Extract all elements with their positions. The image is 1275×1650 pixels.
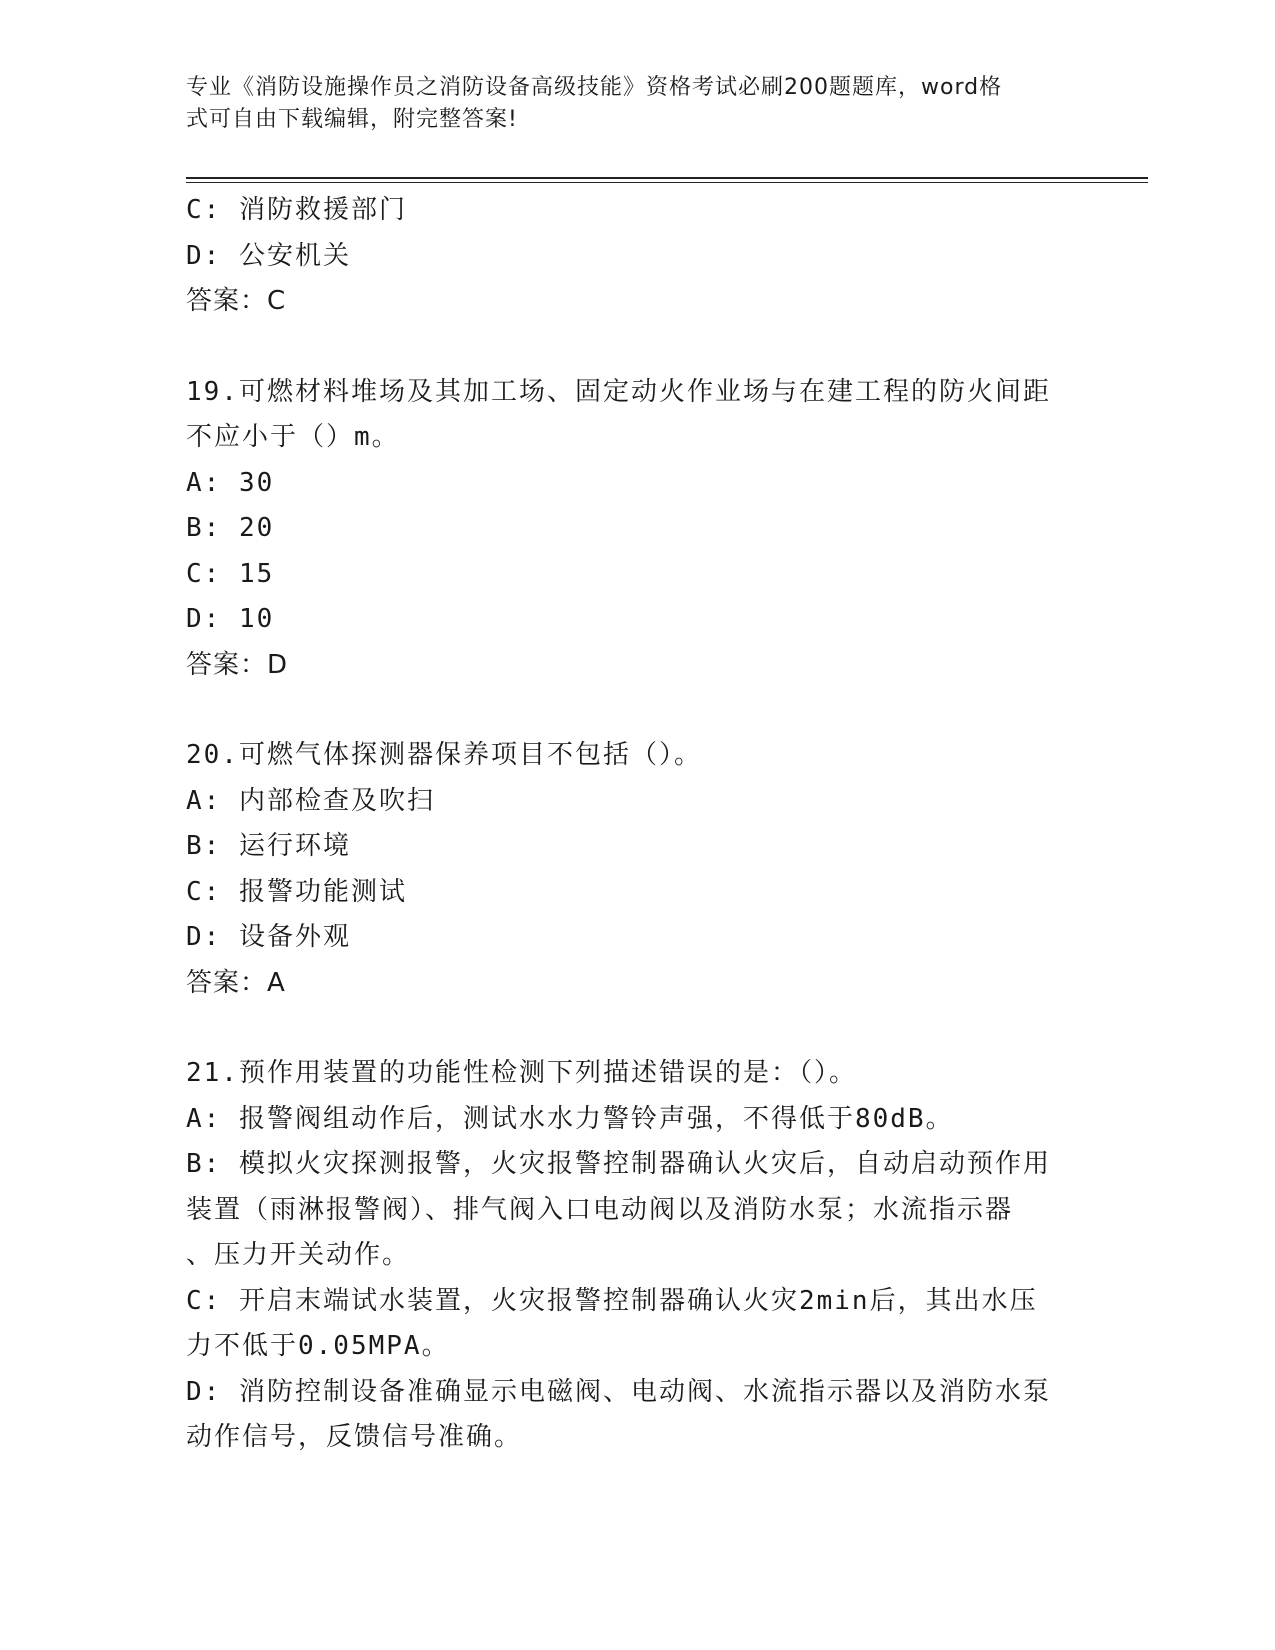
- question-stem-line: 21.预作用装置的功能性检测下列描述错误的是：（）。: [186, 1058, 857, 1088]
- question-stem-line: 不应小于（）m。: [186, 422, 400, 452]
- option-b-line: 装置（雨淋报警阀）、排气阀入口电动阀以及消防水泵；水流指示器: [186, 1194, 1014, 1225]
- option-label: A:: [186, 785, 222, 816]
- option-label: B:: [186, 513, 222, 543]
- question-stem-line: 20.可燃气体探测器保养项目不包括（）。: [186, 740, 702, 770]
- option-b: [186, 824, 1086, 870]
- question-18-tail: [186, 188, 1086, 325]
- header-line-2: 式可自由下载编辑，附完整答案!: [186, 107, 518, 132]
- option-a: [186, 779, 1086, 825]
- option-text: 报警功能测试: [238, 876, 407, 907]
- option-c: [186, 870, 1086, 916]
- option-text: 消防救援部门: [238, 195, 407, 225]
- option-text: 30: [238, 467, 275, 498]
- option-a-line: A: 报警阀组动作后，测试水水力警铃声强，不得低于80dB。: [186, 1103, 954, 1134]
- answer-line: 答案：D: [186, 649, 289, 680]
- option-b-line: B: 模拟火灾探测报警，火灾报警控制器确认火灾后，自动启动预作用: [186, 1149, 1051, 1179]
- option-text: 运行环境: [238, 831, 351, 861]
- option-a: [186, 461, 1086, 507]
- option-label: C:: [186, 195, 222, 225]
- option-c-line: 力不低于0.05MPA。: [186, 1331, 450, 1361]
- answer-line: 答案：C: [186, 286, 287, 316]
- question-19: [186, 370, 1086, 689]
- option-label: C:: [186, 558, 222, 589]
- option-label: B:: [186, 831, 222, 861]
- option-d-line: D: 消防控制设备准确显示电磁阀、电动阀、水流指示器以及消防水泵: [186, 1376, 1051, 1407]
- document-body: [186, 188, 1086, 1461]
- option-text: 10: [238, 604, 275, 634]
- option-text: 设备外观: [238, 922, 351, 952]
- option-label: D:: [186, 604, 222, 634]
- question-21: [186, 1051, 1086, 1461]
- option-text: 15: [238, 558, 275, 589]
- option-label: D:: [186, 922, 222, 952]
- option-c: [186, 188, 1086, 234]
- option-b: [186, 506, 1086, 552]
- answer-line: 答案：A: [186, 967, 286, 998]
- option-d: [186, 597, 1086, 643]
- option-text: 20: [238, 513, 275, 543]
- header-line-1: 专业《消防设施操作员之消防设备高级技能》资格考试必刷200题题库，word格: [186, 75, 1003, 100]
- option-text: 内部检查及吹扫: [238, 785, 435, 816]
- option-text: 公安机关: [238, 240, 351, 271]
- option-label: D:: [186, 240, 222, 271]
- option-d: [186, 234, 1086, 280]
- option-b-line: 、压力开关动作。: [186, 1240, 411, 1270]
- option-label: A:: [186, 467, 222, 498]
- question-20: [186, 733, 1086, 1006]
- option-label: C:: [186, 876, 222, 907]
- spacer: [186, 1006, 1086, 1051]
- spacer: [186, 688, 1086, 733]
- option-c: [186, 552, 1086, 598]
- header-divider-thick: [186, 177, 1148, 179]
- option-d-line: 动作信号，反馈信号准确。: [186, 1422, 523, 1452]
- document-header: [186, 72, 1066, 136]
- question-stem-line: 19.可燃材料堆场及其加工场、固定动火作业场与在建工程的防火间距: [186, 376, 1051, 407]
- option-d: [186, 915, 1086, 961]
- option-c-line: C: 开启末端试水装置，火灾报警控制器确认火灾2min后，其出水压: [186, 1285, 1038, 1316]
- spacer: [186, 325, 1086, 370]
- header-divider-thin: [186, 182, 1148, 183]
